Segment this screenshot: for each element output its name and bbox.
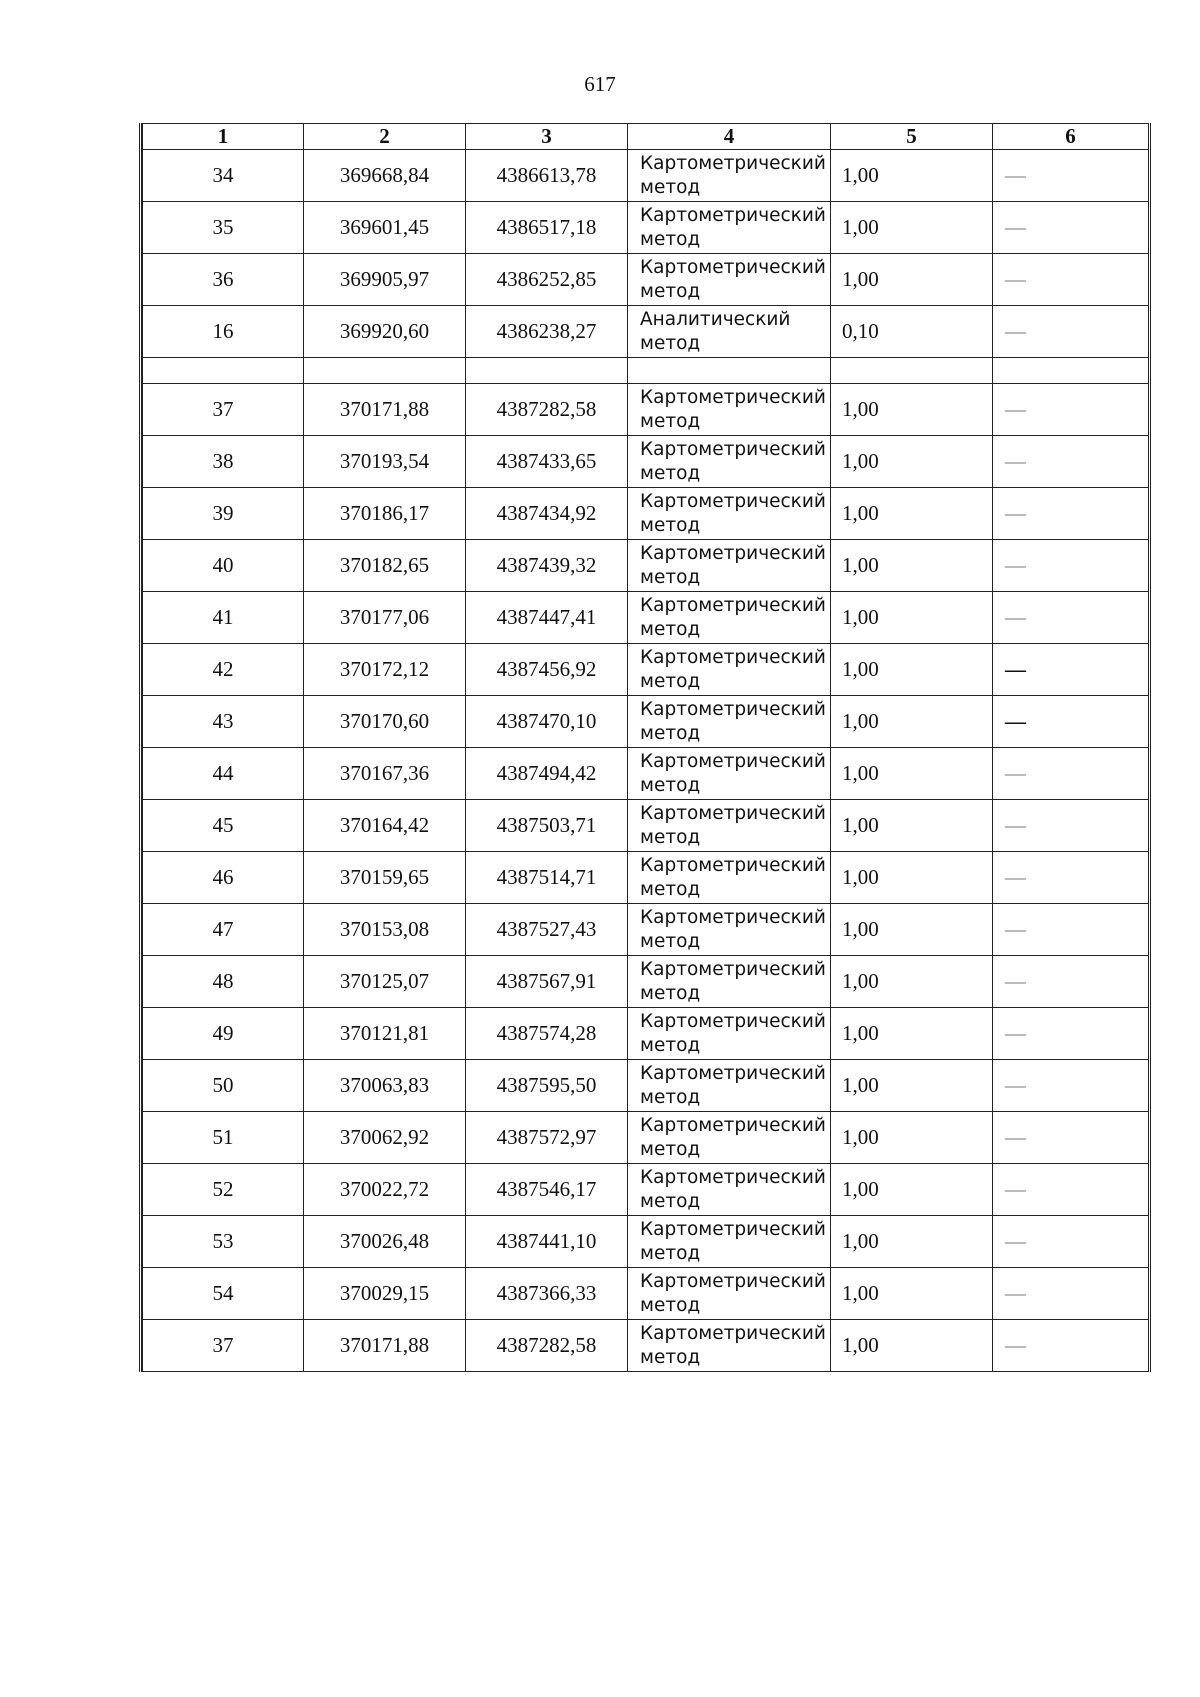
accuracy-cell: 1,00 (831, 1320, 993, 1372)
accuracy-cell: 1,00 (831, 202, 993, 254)
x-coordinate-cell: 370172,12 (304, 644, 466, 696)
table-row (143, 852, 1149, 904)
method-line-2: метод (640, 1034, 701, 1056)
method-line-2: метод (640, 774, 701, 796)
x-coordinate-cell: 369601,45 (304, 202, 466, 254)
note-cell: — (993, 384, 1149, 436)
method-cell (628, 904, 831, 956)
header-col-2: 2 (304, 124, 466, 150)
accuracy-cell: 1,00 (831, 254, 993, 306)
table-row (143, 488, 1149, 540)
method-cell (628, 956, 831, 1008)
table-row (143, 384, 1149, 436)
table-row (143, 1164, 1149, 1216)
method-line-1: Картометрический (640, 1166, 826, 1188)
y-coordinate-cell: 4387494,42 (466, 748, 628, 800)
note-cell: — (993, 1216, 1149, 1268)
point-number-cell: 49 (143, 1008, 304, 1060)
x-coordinate-cell: 370062,92 (304, 1112, 466, 1164)
y-coordinate-cell: 4386252,85 (466, 254, 628, 306)
note-cell: — (993, 436, 1149, 488)
method-cell (628, 592, 831, 644)
note-cell: — (993, 748, 1149, 800)
y-coordinate-cell: 4387447,41 (466, 592, 628, 644)
method-line-1: Картометрический (640, 698, 826, 720)
method-line-1: Картометрический (640, 646, 826, 668)
point-number-cell: 48 (143, 956, 304, 1008)
x-coordinate-cell: 369920,60 (304, 306, 466, 358)
x-coordinate-cell: 370121,81 (304, 1008, 466, 1060)
method-cell (628, 644, 831, 696)
method-cell (628, 1008, 831, 1060)
method-line-1: Картометрический (640, 490, 826, 512)
table-row (143, 202, 1149, 254)
table-row (143, 748, 1149, 800)
table-row-blank (143, 358, 1149, 384)
method-line-1: Картометрический (640, 1062, 826, 1084)
method-line-1: Картометрический (640, 1010, 826, 1032)
accuracy-cell: 1,00 (831, 488, 993, 540)
method-cell (628, 150, 831, 202)
x-coordinate-cell: 369905,97 (304, 254, 466, 306)
table-row (143, 540, 1149, 592)
method-line-2: метод (640, 228, 701, 250)
method-line-1: Картометрический (640, 1322, 826, 1344)
note-cell: — (993, 202, 1149, 254)
method-line-1: Картометрический (640, 906, 826, 928)
method-line-1: Картометрический (640, 958, 826, 980)
accuracy-cell: 1,00 (831, 150, 993, 202)
accuracy-cell: 1,00 (831, 696, 993, 748)
x-coordinate-cell: 370159,65 (304, 852, 466, 904)
method-line-2: метод (640, 332, 701, 354)
table-row (143, 1268, 1149, 1320)
x-coordinate-cell: 369668,84 (304, 150, 466, 202)
method-cell (628, 488, 831, 540)
method-line-1: Картометрический (640, 542, 826, 564)
point-number-cell: 47 (143, 904, 304, 956)
method-line-1: Картометрический (640, 802, 826, 824)
table-row (143, 436, 1149, 488)
table-row (143, 696, 1149, 748)
header-col-6: 6 (993, 124, 1149, 150)
method-cell (628, 1268, 831, 1320)
table-row (143, 800, 1149, 852)
table-row (143, 254, 1149, 306)
note-cell: — (993, 150, 1149, 202)
header-col-5: 5 (831, 124, 993, 150)
note-cell: — (993, 1164, 1149, 1216)
note-cell: — (993, 1060, 1149, 1112)
method-line-1: Картометрический (640, 256, 826, 278)
x-coordinate-cell: 370125,07 (304, 956, 466, 1008)
accuracy-cell: 1,00 (831, 904, 993, 956)
method-cell (628, 748, 831, 800)
point-number-cell: 46 (143, 852, 304, 904)
method-line-1: Картометрический (640, 1114, 826, 1136)
y-coordinate-cell: 4387527,43 (466, 904, 628, 956)
point-number-cell: 39 (143, 488, 304, 540)
method-line-2: метод (640, 410, 701, 432)
table-row (143, 592, 1149, 644)
method-line-1: Картометрический (640, 438, 826, 460)
point-number-cell: 38 (143, 436, 304, 488)
point-number-cell: 34 (143, 150, 304, 202)
accuracy-cell: 0,10 (831, 306, 993, 358)
method-cell (628, 1320, 831, 1372)
point-number-cell: 54 (143, 1268, 304, 1320)
table-row (143, 904, 1149, 956)
accuracy-cell: 1,00 (831, 436, 993, 488)
note-cell: — (993, 1320, 1149, 1372)
table-row (143, 150, 1149, 202)
method-cell (628, 384, 831, 436)
accuracy-cell: 1,00 (831, 1216, 993, 1268)
note-cell: — (993, 540, 1149, 592)
method-cell (628, 1060, 831, 1112)
note-cell: — (993, 1112, 1149, 1164)
method-line-2: метод (640, 878, 701, 900)
accuracy-cell: 1,00 (831, 956, 993, 1008)
point-number-cell: 36 (143, 254, 304, 306)
accuracy-cell: 1,00 (831, 1268, 993, 1320)
header-row (143, 124, 1149, 150)
note-cell: — (993, 696, 1149, 748)
method-line-2: метод (640, 280, 701, 302)
point-number-cell: 50 (143, 1060, 304, 1112)
method-cell (628, 1216, 831, 1268)
method-cell (628, 852, 831, 904)
method-line-2: метод (640, 1242, 701, 1264)
table-row (143, 1008, 1149, 1060)
method-line-2: метод (640, 670, 701, 692)
y-coordinate-cell: 4387595,50 (466, 1060, 628, 1112)
note-cell: — (993, 254, 1149, 306)
method-line-2: метод (640, 1190, 701, 1212)
method-line-2: метод (640, 1294, 701, 1316)
method-cell (628, 800, 831, 852)
method-cell (628, 436, 831, 488)
note-cell: — (993, 800, 1149, 852)
method-line-2: метод (640, 982, 701, 1004)
accuracy-cell: 1,00 (831, 384, 993, 436)
method-line-1: Картометрический (640, 204, 826, 226)
method-cell (628, 1112, 831, 1164)
coordinates-table (142, 123, 1149, 1372)
accuracy-cell: 1,00 (831, 748, 993, 800)
note-cell: — (993, 644, 1149, 696)
empty-cell (628, 358, 831, 384)
empty-cell (304, 358, 466, 384)
note-cell: — (993, 956, 1149, 1008)
x-coordinate-cell: 370186,17 (304, 488, 466, 540)
note-cell: — (993, 488, 1149, 540)
point-number-cell: 43 (143, 696, 304, 748)
method-cell (628, 202, 831, 254)
method-line-2: метод (640, 826, 701, 848)
method-line-2: метод (640, 514, 701, 536)
method-line-1: Картометрический (640, 854, 826, 876)
table-row (143, 956, 1149, 1008)
point-number-cell: 35 (143, 202, 304, 254)
header-col-4: 4 (628, 124, 831, 150)
method-line-2: метод (640, 930, 701, 952)
x-coordinate-cell: 370193,54 (304, 436, 466, 488)
y-coordinate-cell: 4387282,58 (466, 1320, 628, 1372)
method-line-2: метод (640, 722, 701, 744)
point-number-cell: 44 (143, 748, 304, 800)
method-line-2: метод (640, 1086, 701, 1108)
point-number-cell: 42 (143, 644, 304, 696)
header-col-1: 1 (143, 124, 304, 150)
note-cell: — (993, 852, 1149, 904)
point-number-cell: 37 (143, 1320, 304, 1372)
y-coordinate-cell: 4386238,27 (466, 306, 628, 358)
y-coordinate-cell: 4387503,71 (466, 800, 628, 852)
accuracy-cell: 1,00 (831, 644, 993, 696)
point-number-cell: 41 (143, 592, 304, 644)
method-line-2: метод (640, 566, 701, 588)
table-row (143, 1320, 1149, 1372)
method-line-2: метод (640, 462, 701, 484)
y-coordinate-cell: 4387282,58 (466, 384, 628, 436)
y-coordinate-cell: 4387470,10 (466, 696, 628, 748)
accuracy-cell: 1,00 (831, 1008, 993, 1060)
empty-cell (993, 358, 1149, 384)
x-coordinate-cell: 370182,65 (304, 540, 466, 592)
table-row (143, 1216, 1149, 1268)
x-coordinate-cell: 370171,88 (304, 384, 466, 436)
header-col-3: 3 (466, 124, 628, 150)
method-line-2: метод (640, 1138, 701, 1160)
note-cell: — (993, 306, 1149, 358)
x-coordinate-cell: 370167,36 (304, 748, 466, 800)
method-cell (628, 540, 831, 592)
x-coordinate-cell: 370177,06 (304, 592, 466, 644)
y-coordinate-cell: 4387441,10 (466, 1216, 628, 1268)
method-line-2: метод (640, 1346, 701, 1368)
x-coordinate-cell: 370026,48 (304, 1216, 466, 1268)
method-line-2: метод (640, 618, 701, 640)
point-number-cell: 51 (143, 1112, 304, 1164)
method-line-1: Картометрический (640, 386, 826, 408)
x-coordinate-cell: 370171,88 (304, 1320, 466, 1372)
x-coordinate-cell: 370170,60 (304, 696, 466, 748)
y-coordinate-cell: 4387567,91 (466, 956, 628, 1008)
method-line-1: Картометрический (640, 1270, 826, 1292)
x-coordinate-cell: 370153,08 (304, 904, 466, 956)
y-coordinate-cell: 4387572,97 (466, 1112, 628, 1164)
method-line-1: Картометрический (640, 152, 826, 174)
accuracy-cell: 1,00 (831, 1164, 993, 1216)
method-cell (628, 306, 831, 358)
accuracy-cell: 1,00 (831, 1112, 993, 1164)
empty-cell (831, 358, 993, 384)
table-row (143, 644, 1149, 696)
y-coordinate-cell: 4386517,18 (466, 202, 628, 254)
method-cell (628, 1164, 831, 1216)
note-cell: — (993, 1008, 1149, 1060)
y-coordinate-cell: 4386613,78 (466, 150, 628, 202)
method-line-1: Картометрический (640, 1218, 826, 1240)
note-cell: — (993, 1268, 1149, 1320)
y-coordinate-cell: 4387546,17 (466, 1164, 628, 1216)
empty-cell (143, 358, 304, 384)
y-coordinate-cell: 4387456,92 (466, 644, 628, 696)
accuracy-cell: 1,00 (831, 540, 993, 592)
point-number-cell: 45 (143, 800, 304, 852)
table-row (143, 1060, 1149, 1112)
point-number-cell: 16 (143, 306, 304, 358)
accuracy-cell: 1,00 (831, 592, 993, 644)
method-line-2: метод (640, 176, 701, 198)
y-coordinate-cell: 4387433,65 (466, 436, 628, 488)
page-number: 617 (584, 72, 616, 96)
method-cell (628, 696, 831, 748)
table-row (143, 306, 1149, 358)
y-coordinate-cell: 4387514,71 (466, 852, 628, 904)
method-line-1: Картометрический (640, 594, 826, 616)
accuracy-cell: 1,00 (831, 852, 993, 904)
method-cell (628, 254, 831, 306)
note-cell: — (993, 904, 1149, 956)
empty-cell (466, 358, 628, 384)
x-coordinate-cell: 370063,83 (304, 1060, 466, 1112)
coordinates-table-frame (139, 123, 1151, 1372)
accuracy-cell: 1,00 (831, 800, 993, 852)
y-coordinate-cell: 4387434,92 (466, 488, 628, 540)
table-row (143, 1112, 1149, 1164)
point-number-cell: 40 (143, 540, 304, 592)
point-number-cell: 37 (143, 384, 304, 436)
note-cell: — (993, 592, 1149, 644)
x-coordinate-cell: 370022,72 (304, 1164, 466, 1216)
point-number-cell: 52 (143, 1164, 304, 1216)
accuracy-cell: 1,00 (831, 1060, 993, 1112)
y-coordinate-cell: 4387366,33 (466, 1268, 628, 1320)
method-line-1: Картометрический (640, 750, 826, 772)
method-line-1: Аналитический (640, 308, 791, 330)
y-coordinate-cell: 4387574,28 (466, 1008, 628, 1060)
x-coordinate-cell: 370164,42 (304, 800, 466, 852)
x-coordinate-cell: 370029,15 (304, 1268, 466, 1320)
y-coordinate-cell: 4387439,32 (466, 540, 628, 592)
point-number-cell: 53 (143, 1216, 304, 1268)
